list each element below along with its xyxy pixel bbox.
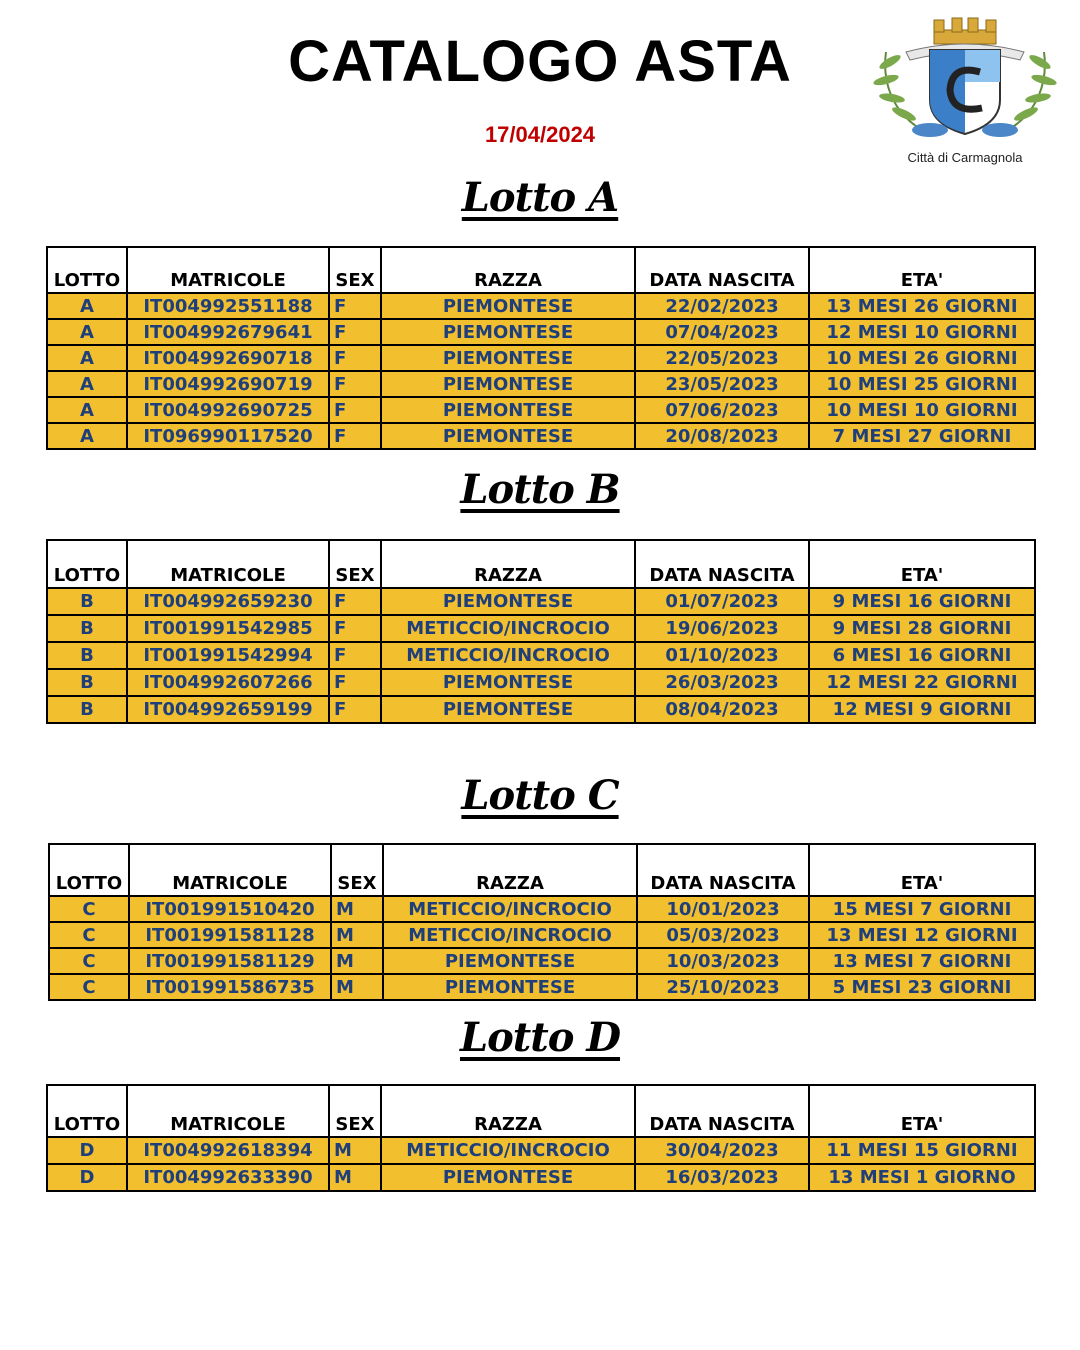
cell-matricola: IT001991542994 [127,642,329,669]
cell-lotto: A [47,293,127,319]
cell-data-nascita: 23/05/2023 [635,371,809,397]
cell-eta: 10 MESI 10 GIORNI [809,397,1035,423]
cell-data-nascita: 08/04/2023 [635,696,809,723]
logo-caption: Città di Carmagnola [907,150,1023,165]
cell-lotto: B [47,696,127,723]
cell-data-nascita: 01/07/2023 [635,588,809,615]
col-header-eta: ETA' [809,1085,1035,1137]
cell-lotto: C [49,896,129,922]
cell-matricola: IT004992679641 [127,319,329,345]
table-row [47,696,1035,723]
cell-data-nascita: 10/03/2023 [637,948,809,974]
col-header-sex: SEX [329,540,381,588]
cell-eta: 13 MESI 1 GIORNO [809,1164,1035,1191]
col-header-matricole: MATRICOLE [127,247,329,293]
cell-razza: PIEMONTESE [381,397,635,423]
table-row [47,615,1035,642]
cell-matricola: IT004992690725 [127,397,329,423]
cell-lotto: D [47,1137,127,1164]
table-row [47,397,1035,423]
cell-eta: 12 MESI 22 GIORNI [809,669,1035,696]
cell-matricola: IT001991510420 [129,896,331,922]
cell-sex: M [331,974,383,1000]
cell-sex: F [329,319,381,345]
col-header-sex: SEX [331,844,383,896]
cell-eta: 13 MESI 12 GIORNI [809,922,1035,948]
cell-razza: METICCIO/INCROCIO [381,642,635,669]
col-header-matricole: MATRICOLE [127,540,329,588]
cell-data-nascita: 20/08/2023 [635,423,809,449]
cell-sex: F [329,423,381,449]
cell-lotto: B [47,615,127,642]
cell-data-nascita: 07/04/2023 [635,319,809,345]
cell-razza: METICCIO/INCROCIO [381,1137,635,1164]
col-header-data-nascita: DATA NASCITA [635,247,809,293]
cell-razza: PIEMONTESE [381,1164,635,1191]
cell-razza: PIEMONTESE [381,345,635,371]
col-header-lotto: LOTTO [47,247,127,293]
lot-rows [47,1137,1035,1191]
cell-lotto: A [47,345,127,371]
col-header-matricole: MATRICOLE [127,1085,329,1137]
col-header-sex: SEX [329,1085,381,1137]
coat-of-arms-icon [872,12,1058,148]
lot-table-a [46,246,1036,450]
cell-lotto: A [47,319,127,345]
lot-rows [49,896,1035,1000]
page-title: CATALOGO ASTA [288,29,792,94]
col-header-matricole: MATRICOLE [129,844,331,896]
cell-data-nascita: 10/01/2023 [637,896,809,922]
city-logo [872,12,1058,165]
cell-eta: 6 MESI 16 GIORNI [809,642,1035,669]
cell-matricola: IT004992607266 [127,669,329,696]
cell-sex: F [329,669,381,696]
table-row [49,974,1035,1000]
col-header-razza: RAZZA [381,1085,635,1137]
lot-rows [47,588,1035,723]
cell-razza: PIEMONTESE [381,588,635,615]
table-row [49,896,1035,922]
cell-razza: PIEMONTESE [381,371,635,397]
cell-eta: 13 MESI 26 GIORNI [809,293,1035,319]
cell-matricola: IT096990117520 [127,423,329,449]
col-header-eta: ETA' [809,247,1035,293]
cell-eta: 12 MESI 10 GIORNI [809,319,1035,345]
cell-sex: F [329,371,381,397]
cell-lotto: B [47,588,127,615]
cell-sex: F [329,345,381,371]
cell-sex: M [329,1164,381,1191]
cell-razza: PIEMONTESE [381,293,635,319]
table-row [47,423,1035,449]
col-header-lotto: LOTTO [47,540,127,588]
cell-sex: F [329,293,381,319]
cell-data-nascita: 19/06/2023 [635,615,809,642]
col-header-sex: SEX [329,247,381,293]
cell-matricola: IT001991586735 [129,974,331,1000]
cell-eta: 10 MESI 25 GIORNI [809,371,1035,397]
cell-data-nascita: 05/03/2023 [637,922,809,948]
lot-heading-d: Lotto D [459,1014,621,1061]
cell-razza: METICCIO/INCROCIO [383,922,637,948]
col-header-data-nascita: DATA NASCITA [635,1085,809,1137]
col-header-eta: ETA' [809,540,1035,588]
cell-sex: F [329,615,381,642]
cell-razza: PIEMONTESE [381,319,635,345]
cell-lotto: C [49,922,129,948]
table-row [47,669,1035,696]
cell-data-nascita: 01/10/2023 [635,642,809,669]
cell-data-nascita: 16/03/2023 [635,1164,809,1191]
auction-date: 17/04/2024 [484,122,596,147]
cell-lotto: C [49,948,129,974]
lot-heading-c: Lotto C [461,772,619,819]
cell-razza: METICCIO/INCROCIO [383,896,637,922]
cell-lotto: B [47,669,127,696]
cell-eta: 5 MESI 23 GIORNI [809,974,1035,1000]
cell-data-nascita: 22/02/2023 [635,293,809,319]
cell-razza: PIEMONTESE [381,669,635,696]
lot-table-b [46,539,1036,724]
table-row [49,922,1035,948]
cell-eta: 11 MESI 15 GIORNI [809,1137,1035,1164]
cell-matricola: IT001991581128 [129,922,331,948]
table-row [49,948,1035,974]
cell-sex: M [331,896,383,922]
cell-razza: METICCIO/INCROCIO [381,615,635,642]
col-header-razza: RAZZA [383,844,637,896]
cell-sex: M [331,948,383,974]
table-row [47,345,1035,371]
cell-matricola: IT004992690718 [127,345,329,371]
cell-matricola: IT004992659230 [127,588,329,615]
cell-eta: 9 MESI 16 GIORNI [809,588,1035,615]
cell-matricola: IT001991581129 [129,948,331,974]
cell-matricola: IT004992690719 [127,371,329,397]
cell-eta: 15 MESI 7 GIORNI [809,896,1035,922]
col-header-lotto: LOTTO [47,1085,127,1137]
cell-matricola: IT004992618394 [127,1137,329,1164]
cell-sex: F [329,642,381,669]
cell-razza: PIEMONTESE [381,423,635,449]
cell-razza: PIEMONTESE [383,948,637,974]
table-row [47,642,1035,669]
table-row [47,1164,1035,1191]
cell-matricola: IT001991542985 [127,615,329,642]
lot-table-c [48,843,1036,1001]
table-row [47,371,1035,397]
cell-sex: M [331,922,383,948]
cell-data-nascita: 26/03/2023 [635,669,809,696]
cell-lotto: A [47,397,127,423]
table-row [47,293,1035,319]
col-header-razza: RAZZA [381,540,635,588]
lot-heading-b: Lotto B [460,466,620,513]
cell-sex: F [329,588,381,615]
cell-razza: PIEMONTESE [383,974,637,1000]
lot-rows [47,293,1035,449]
cell-matricola: IT004992551188 [127,293,329,319]
cell-razza: PIEMONTESE [381,696,635,723]
col-header-razza: RAZZA [381,247,635,293]
cell-matricola: IT004992633390 [127,1164,329,1191]
cell-sex: F [329,696,381,723]
col-header-data-nascita: DATA NASCITA [635,540,809,588]
cell-lotto: A [47,423,127,449]
col-header-data-nascita: DATA NASCITA [637,844,809,896]
cell-eta: 12 MESI 9 GIORNI [809,696,1035,723]
cell-data-nascita: 25/10/2023 [637,974,809,1000]
lot-heading-a: Lotto A [461,174,619,221]
cell-eta: 7 MESI 27 GIORNI [809,423,1035,449]
col-header-lotto: LOTTO [49,844,129,896]
cell-lotto: A [47,371,127,397]
cell-sex: M [329,1137,381,1164]
table-row [47,588,1035,615]
col-header-eta: ETA' [809,844,1035,896]
table-row [47,319,1035,345]
cell-eta: 10 MESI 26 GIORNI [809,345,1035,371]
cell-data-nascita: 07/06/2023 [635,397,809,423]
cell-lotto: B [47,642,127,669]
cell-sex: F [329,397,381,423]
cell-eta: 9 MESI 28 GIORNI [809,615,1035,642]
lot-table-d [46,1084,1036,1192]
cell-data-nascita: 30/04/2023 [635,1137,809,1164]
cell-matricola: IT004992659199 [127,696,329,723]
cell-eta: 13 MESI 7 GIORNI [809,948,1035,974]
cell-lotto: D [47,1164,127,1191]
table-row [47,1137,1035,1164]
cell-data-nascita: 22/05/2023 [635,345,809,371]
cell-lotto: C [49,974,129,1000]
